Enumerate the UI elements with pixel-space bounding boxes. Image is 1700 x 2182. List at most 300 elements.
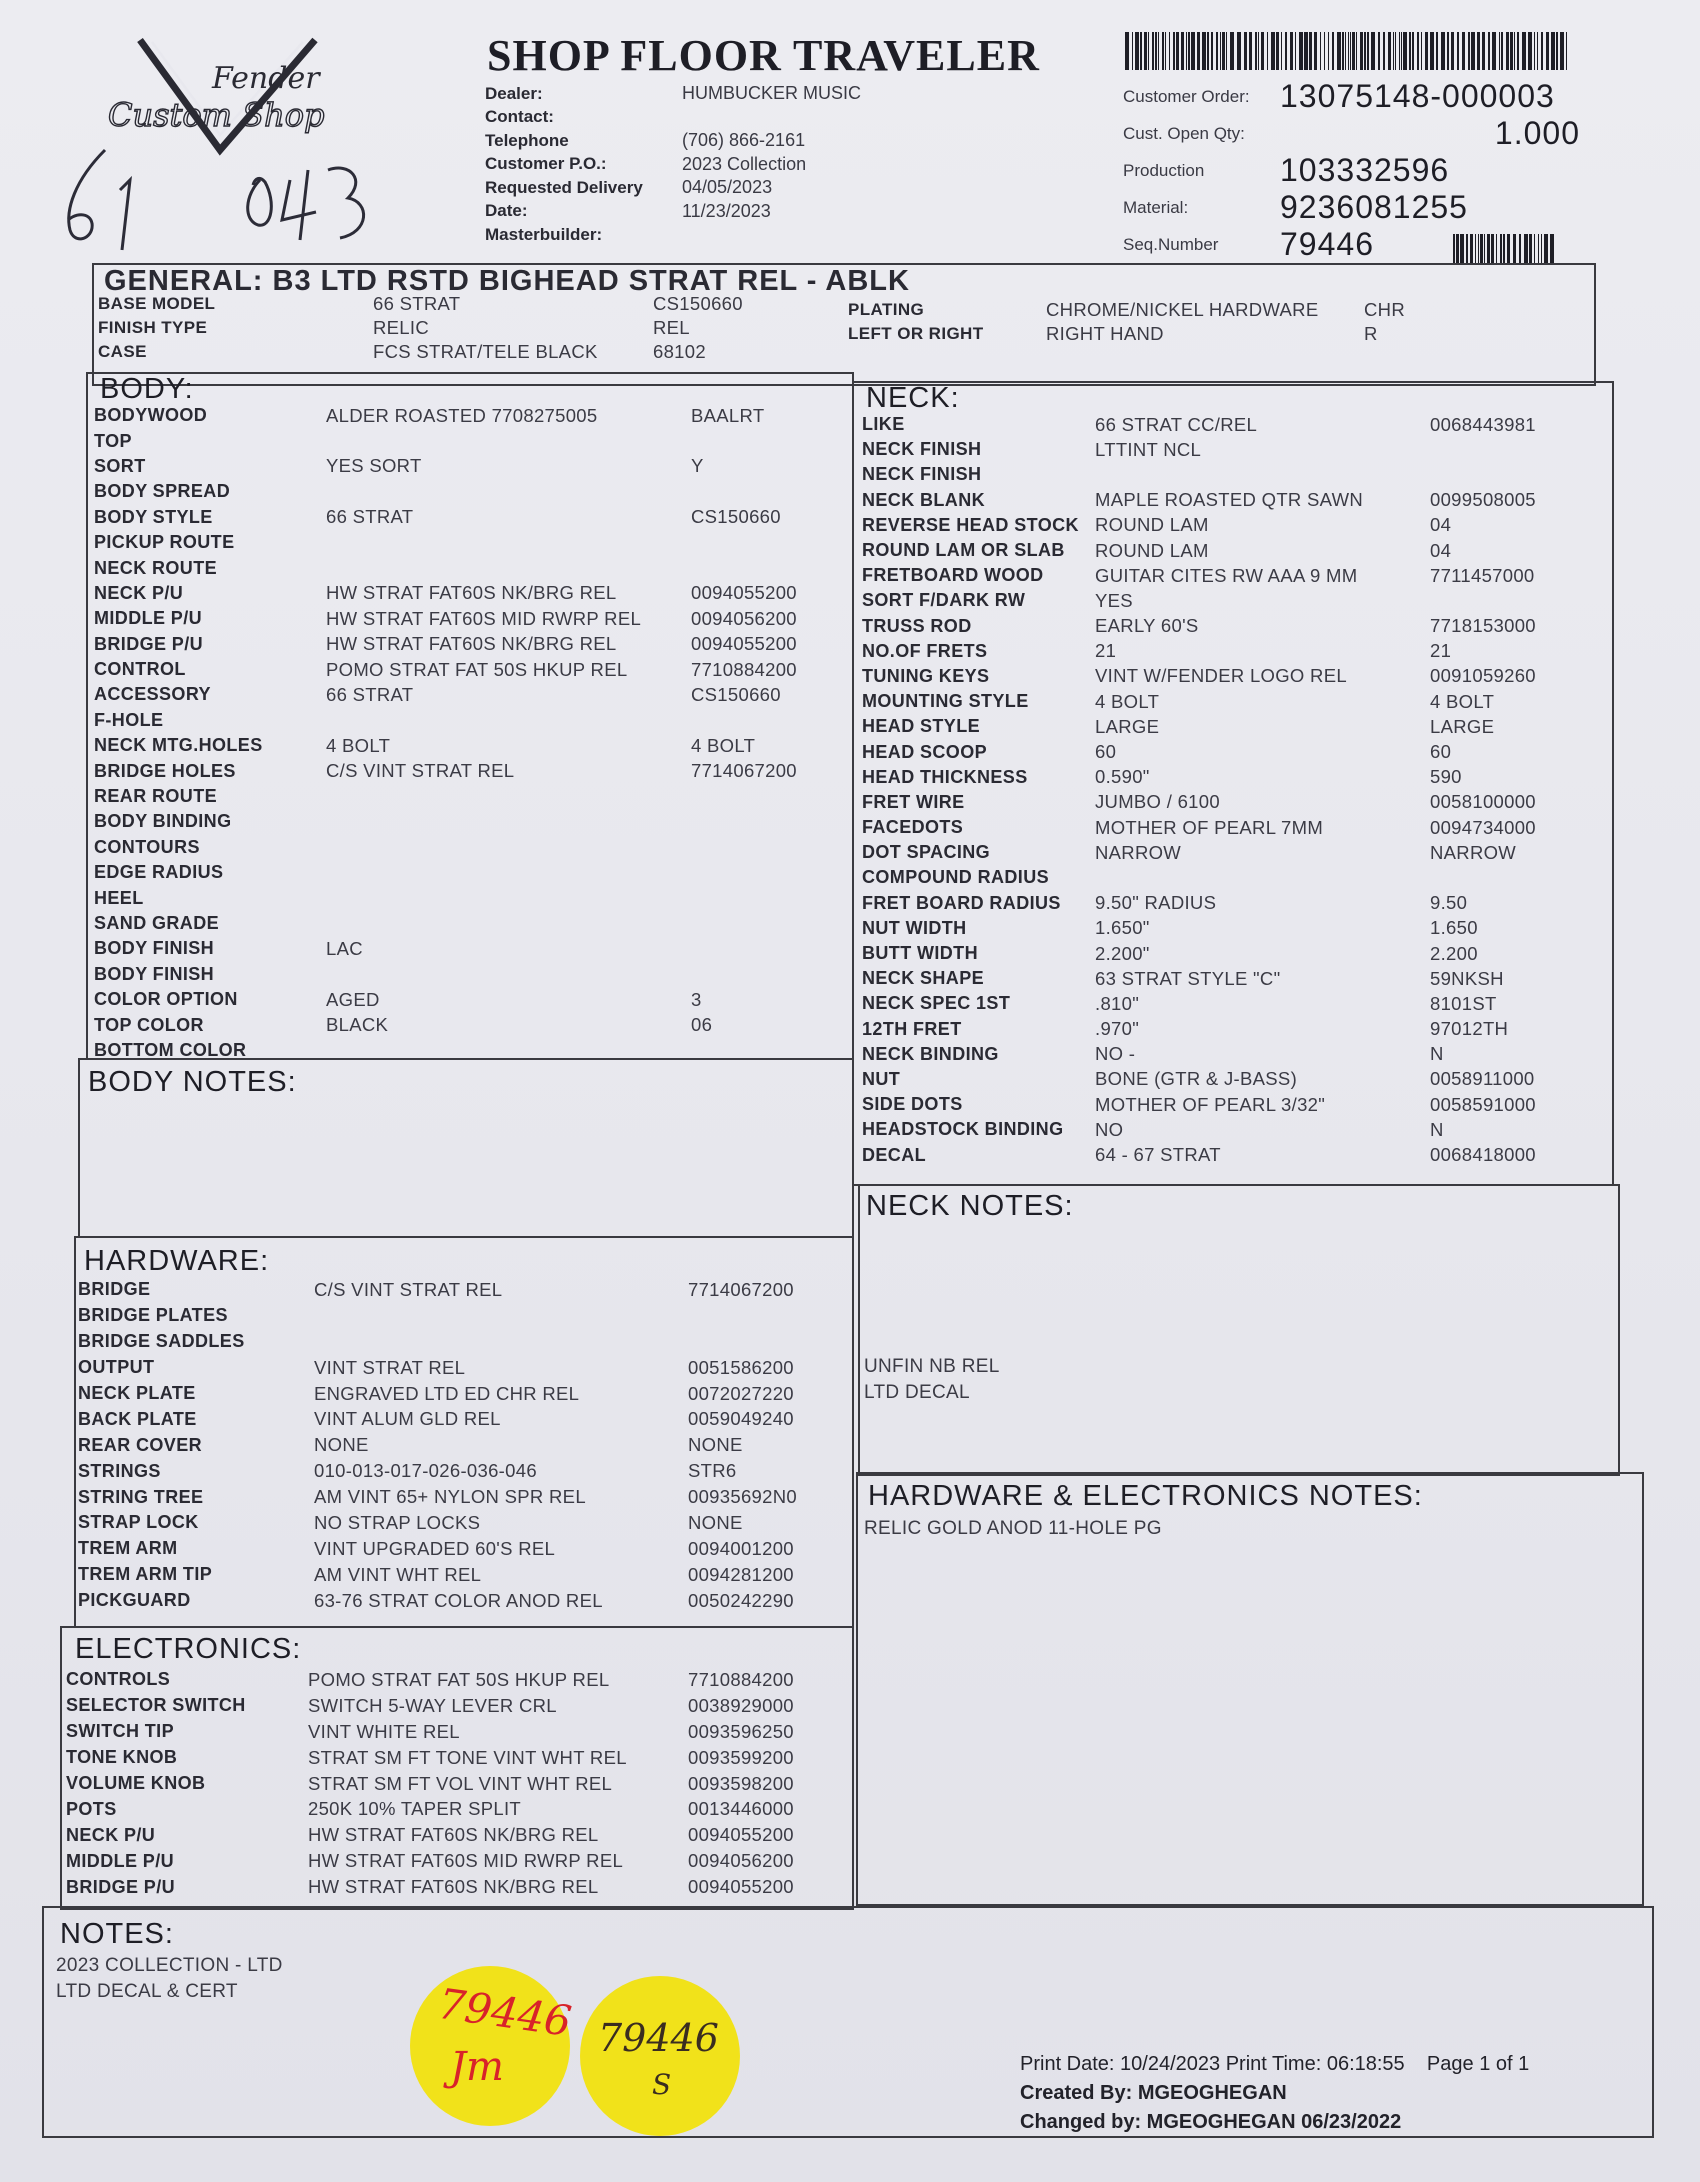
document-title: SHOP FLOOR TRAVELER bbox=[487, 31, 1040, 80]
row-neck-route bbox=[94, 555, 821, 580]
field-code: 0059049240 bbox=[688, 1408, 794, 1430]
field-label: REVERSE HEAD STOCK bbox=[862, 514, 1079, 535]
sticker-2-initials: S bbox=[652, 2068, 672, 2101]
order-field-value: 13075148-000003 bbox=[1280, 78, 1555, 114]
header-field-value: 04/05/2023 bbox=[682, 177, 773, 198]
field-code: 0094056200 bbox=[688, 1850, 794, 1872]
header-field-masterbuilder bbox=[485, 223, 861, 247]
field-value: POMO STRAT FAT 50S HKUP REL bbox=[326, 658, 628, 680]
field-code: 0094055200 bbox=[688, 1824, 794, 1846]
field-label: BODYWOOD bbox=[94, 405, 208, 426]
field-label: SELECTOR SWITCH bbox=[66, 1695, 246, 1716]
sticker-1 bbox=[410, 1966, 575, 2126]
barcode-bar bbox=[1290, 32, 1293, 70]
row-tuning-keys bbox=[862, 664, 1580, 689]
field-label: HEEL bbox=[94, 887, 144, 908]
barcode-bar bbox=[1158, 32, 1159, 70]
field-label: VOLUME KNOB bbox=[66, 1773, 206, 1793]
field-code: 0094281200 bbox=[688, 1563, 794, 1585]
barcode-bar bbox=[1522, 32, 1526, 70]
barcode-bar bbox=[1468, 32, 1470, 70]
row-fret-wire bbox=[862, 790, 1580, 815]
row-sort-f-dark-rw bbox=[862, 588, 1580, 613]
field-code: 0050242290 bbox=[688, 1589, 794, 1611]
field-value: VINT ALUM GLD REL bbox=[314, 1408, 501, 1430]
row-bridge-saddles bbox=[78, 1329, 818, 1355]
field-label: BRIDGE P/U bbox=[94, 633, 204, 654]
field-code: 0094055200 bbox=[688, 1876, 794, 1898]
field-code: BAALRT bbox=[691, 404, 765, 426]
row-tone-knob bbox=[66, 1745, 818, 1771]
barcode-bar bbox=[1462, 32, 1465, 70]
barcode-bar bbox=[1324, 32, 1325, 70]
row-no-of-frets bbox=[862, 639, 1580, 664]
header-field-label: Masterbuilder: bbox=[485, 224, 603, 244]
order-field-seq-number bbox=[1123, 226, 1585, 263]
barcode-bar bbox=[1188, 32, 1190, 70]
row-neck-shape bbox=[862, 966, 1580, 991]
header-field-label: Contact: bbox=[485, 107, 554, 127]
field-label: SIDE DOTS bbox=[862, 1094, 963, 1115]
field-label: NECK P/U bbox=[94, 582, 184, 603]
row-neck-finish bbox=[862, 462, 1580, 487]
row-bridge-plates bbox=[78, 1303, 818, 1329]
field-label: MIDDLE P/U bbox=[66, 1850, 175, 1871]
field-value: MAPLE ROASTED QTR SAWN bbox=[1095, 489, 1364, 511]
row-mounting-style bbox=[862, 689, 1580, 714]
field-label: TREM ARM TIP bbox=[78, 1564, 213, 1585]
field-label: NUT bbox=[862, 1068, 901, 1089]
row-bridge-p-u bbox=[66, 1874, 818, 1900]
field-code: 68102 bbox=[653, 341, 706, 362]
row-neck-binding bbox=[862, 1042, 1580, 1067]
field-code: 9.50 bbox=[1430, 892, 1468, 914]
barcode-bar bbox=[1309, 32, 1312, 70]
barcode-bar bbox=[1566, 32, 1567, 70]
field-label: EDGE RADIUS bbox=[94, 862, 224, 883]
row-body-finish bbox=[94, 962, 821, 987]
general-right-fields bbox=[848, 298, 1424, 346]
field-label: COLOR OPTION bbox=[94, 989, 238, 1010]
field-code: 04 bbox=[1430, 539, 1452, 561]
field-label: BODY FINISH bbox=[94, 938, 215, 959]
row-accessory bbox=[94, 682, 821, 707]
field-value: C/S VINT STRAT REL bbox=[314, 1278, 503, 1300]
field-code: 8101ST bbox=[1430, 992, 1497, 1014]
field-code: 0058911000 bbox=[1430, 1068, 1535, 1090]
field-label: STRINGS bbox=[78, 1460, 161, 1481]
field-label: ACCESSORY bbox=[94, 684, 211, 705]
row-compound-radius bbox=[862, 865, 1580, 890]
field-code: NARROW bbox=[1430, 841, 1517, 863]
field-label: LIKE bbox=[862, 414, 905, 435]
barcode-bar bbox=[1364, 32, 1366, 70]
field-label: POTS bbox=[66, 1798, 117, 1819]
barcode-bar bbox=[1152, 32, 1154, 70]
barcode-top bbox=[1125, 32, 1572, 70]
field-label: BASE MODEL bbox=[98, 294, 216, 313]
field-value: HW STRAT FAT60S MID RWRP REL bbox=[326, 607, 642, 629]
field-code: CS150660 bbox=[691, 683, 781, 705]
field-code: LARGE bbox=[1430, 715, 1495, 737]
field-value: YES SORT bbox=[326, 455, 422, 477]
field-code: 7714067200 bbox=[688, 1278, 794, 1300]
field-label: HEAD SCOOP bbox=[862, 741, 988, 762]
order-field-label: Material: bbox=[1123, 197, 1189, 217]
field-value: 21 bbox=[1095, 640, 1117, 662]
barcode-bar bbox=[1417, 32, 1419, 70]
header-field-telephone bbox=[485, 129, 861, 153]
order-field-value: 1.000 bbox=[1494, 115, 1580, 151]
row-pots bbox=[66, 1796, 818, 1822]
barcode-bar bbox=[1436, 32, 1438, 70]
header-field-label: Dealer: bbox=[485, 83, 543, 103]
field-value: FCS STRAT/TELE BLACK bbox=[373, 341, 598, 362]
barcode-bar bbox=[1471, 32, 1475, 70]
field-value: LAC bbox=[326, 937, 363, 959]
field-code: CS150660 bbox=[691, 506, 781, 528]
hw-notes-title: HARDWARE & ELECTRONICS NOTES: bbox=[868, 1480, 1423, 1512]
row-like bbox=[862, 412, 1580, 437]
field-value: HW STRAT FAT60S MID RWRP REL bbox=[308, 1850, 624, 1872]
hardware-fields bbox=[78, 1277, 818, 1614]
notes-lines bbox=[56, 1953, 283, 2005]
row-bridge-p-u bbox=[94, 632, 821, 657]
field-code: NONE bbox=[688, 1511, 743, 1533]
row-body-finish bbox=[94, 936, 821, 961]
field-value: NARROW bbox=[1095, 841, 1182, 863]
field-label: TREM ARM bbox=[78, 1538, 178, 1559]
body-fields bbox=[94, 403, 821, 1063]
field-value: 63 STRAT STYLE "C" bbox=[1095, 967, 1281, 989]
barcode-bar bbox=[1155, 32, 1157, 70]
row-body-binding bbox=[94, 809, 821, 834]
field-value: HW STRAT FAT60S NK/BRG REL bbox=[326, 582, 617, 604]
barcode-bar bbox=[1528, 32, 1532, 70]
barcode-bar bbox=[1457, 32, 1459, 70]
row-head-scoop bbox=[862, 739, 1580, 764]
barcode-bar bbox=[1345, 32, 1346, 70]
field-label: CONTOURS bbox=[94, 836, 200, 857]
row-strap-lock bbox=[78, 1510, 818, 1536]
order-field-label: Cust. Open Qty: bbox=[1123, 123, 1245, 143]
field-label: SORT F/DARK RW bbox=[862, 590, 1026, 611]
header-field-value: HUMBUCKER MUSIC bbox=[682, 83, 862, 104]
field-label: FRETBOARD WOOD bbox=[862, 565, 1044, 586]
field-code: 2.200 bbox=[1430, 942, 1478, 964]
field-value: EARLY 60'S bbox=[1095, 615, 1199, 637]
field-code: 06 bbox=[691, 1014, 713, 1036]
row-truss-rod bbox=[862, 614, 1580, 639]
barcode-bar bbox=[1451, 32, 1454, 70]
barcode-bar bbox=[1230, 32, 1234, 70]
row-selector-switch bbox=[66, 1693, 818, 1719]
field-value: BONE (GTR & J-BASS) bbox=[1095, 1068, 1298, 1090]
field-code: 0058591000 bbox=[1430, 1093, 1536, 1115]
field-code: 0093596250 bbox=[688, 1720, 794, 1742]
neck-notes-box bbox=[858, 1184, 1620, 1476]
order-field-label: Seq.Number bbox=[1123, 234, 1219, 254]
field-code: 590 bbox=[1430, 766, 1462, 788]
barcode-bar bbox=[1488, 32, 1490, 70]
barcode-bar bbox=[1378, 32, 1380, 70]
order-field-label: Production bbox=[1123, 160, 1205, 180]
electronics-fields bbox=[66, 1667, 818, 1900]
print-date-line: Print Date: 10/24/2023 Print Time: 06:18:55 bbox=[1020, 2053, 1405, 2075]
row-case bbox=[98, 340, 753, 364]
note-line: LTD DECAL bbox=[864, 1382, 970, 1403]
sticker-2 bbox=[580, 1976, 740, 2136]
field-label: CONTROL bbox=[94, 659, 186, 680]
field-value: RIGHT HAND bbox=[1046, 323, 1164, 344]
barcode-bar bbox=[1412, 32, 1414, 70]
barcode-bar bbox=[1148, 32, 1149, 70]
barcode-bar bbox=[1409, 32, 1411, 70]
field-value: 2.200" bbox=[1095, 942, 1150, 964]
barcode-bar bbox=[1220, 32, 1221, 70]
field-label: NECK BLANK bbox=[862, 489, 985, 510]
row-bodywood bbox=[94, 403, 821, 428]
field-code: 4 BOLT bbox=[691, 734, 756, 756]
field-value: VINT W/FENDER LOGO REL bbox=[1095, 665, 1347, 687]
field-value: GUITAR CITES RW AAA 9 MM bbox=[1095, 564, 1358, 586]
logo-custom-shop-text: Custom Shop bbox=[108, 96, 325, 134]
handwritten-mark bbox=[60, 140, 440, 270]
barcode-bar bbox=[1173, 32, 1175, 70]
field-value: 66 STRAT bbox=[326, 506, 414, 528]
field-label: NECK FINISH bbox=[862, 464, 982, 485]
field-label: STRAP LOCK bbox=[78, 1512, 199, 1533]
field-value: 60 bbox=[1095, 741, 1117, 763]
barcode-bar bbox=[1388, 32, 1391, 70]
order-info bbox=[1123, 78, 1585, 263]
field-label: STRING TREE bbox=[78, 1486, 204, 1507]
barcode-bar bbox=[1537, 32, 1538, 70]
sticker-1-initials: Jm bbox=[450, 2044, 504, 2090]
field-code: 0051586200 bbox=[688, 1356, 794, 1378]
header-field-value: 2023 Collection bbox=[682, 153, 807, 174]
barcode-bar bbox=[1514, 32, 1515, 70]
field-code: CS150660 bbox=[653, 293, 743, 314]
barcode-bar bbox=[1421, 32, 1422, 70]
field-label: TUNING KEYS bbox=[862, 665, 990, 686]
row-nut-width bbox=[862, 916, 1580, 941]
field-value: AM VINT WHT REL bbox=[314, 1563, 482, 1585]
note-line: RELIC GOLD ANOD 11-HOLE PG bbox=[864, 1518, 1162, 1539]
field-code: 7718153000 bbox=[1430, 615, 1536, 637]
barcode-bar bbox=[1285, 32, 1287, 70]
body-notes-title: BODY NOTES: bbox=[88, 1066, 297, 1098]
field-label: NECK FINISH bbox=[862, 439, 982, 460]
field-value: YES bbox=[1095, 589, 1133, 611]
row-headstock-binding bbox=[862, 1117, 1580, 1142]
barcode-bar bbox=[1207, 32, 1209, 70]
order-field-material bbox=[1123, 189, 1585, 226]
barcode-bar bbox=[1216, 32, 1218, 70]
row-edge-radius bbox=[94, 860, 821, 885]
barcode-bar bbox=[1295, 32, 1296, 70]
field-label: BRIDGE SADDLES bbox=[78, 1331, 245, 1352]
row-switch-tip bbox=[66, 1719, 818, 1745]
field-value: 66 STRAT CC/REL bbox=[1095, 413, 1258, 435]
field-label: CONTROLS bbox=[66, 1669, 171, 1690]
barcode-bar bbox=[1140, 32, 1142, 70]
field-value: 9.50" RADIUS bbox=[1095, 892, 1217, 914]
row-sort bbox=[94, 454, 821, 479]
header-field-dealer bbox=[485, 82, 861, 106]
field-code: 7711457000 bbox=[1430, 564, 1535, 586]
field-code: 0058100000 bbox=[1430, 791, 1536, 813]
field-label: MIDDLE P/U bbox=[94, 608, 203, 629]
field-code: N bbox=[1430, 1118, 1444, 1140]
field-label: REAR COVER bbox=[78, 1434, 203, 1455]
barcode-bar bbox=[1477, 32, 1480, 70]
field-value: HW STRAT FAT60S NK/BRG REL bbox=[326, 633, 617, 655]
barcode-bar bbox=[1191, 32, 1195, 70]
row-12th-fret bbox=[862, 1017, 1580, 1042]
field-label: HEADSTOCK BINDING bbox=[862, 1119, 1064, 1140]
field-value: STRAT SM FT TONE VINT WHT REL bbox=[308, 1746, 627, 1768]
row-pickguard bbox=[78, 1588, 818, 1614]
order-field-customer-order bbox=[1123, 78, 1585, 115]
row-neck-spec-1st bbox=[862, 991, 1580, 1016]
barcode-bar bbox=[1125, 32, 1129, 70]
field-value: 250K 10% TAPER SPLIT bbox=[308, 1798, 522, 1820]
row-rear-route bbox=[94, 784, 821, 809]
field-value: POMO STRAT FAT 50S HKUP REL bbox=[308, 1668, 610, 1690]
barcode-bar bbox=[1211, 32, 1213, 70]
field-value: CHROME/NICKEL HARDWARE bbox=[1046, 299, 1319, 320]
field-label: NECK PLATE bbox=[78, 1383, 196, 1403]
field-label: TOP COLOR bbox=[94, 1014, 204, 1035]
barcode-bar bbox=[1314, 32, 1317, 70]
field-label: BACK PLATE bbox=[78, 1408, 197, 1429]
barcode-bar bbox=[1271, 32, 1275, 70]
row-trem-arm bbox=[78, 1536, 818, 1562]
field-label: HEAD THICKNESS bbox=[862, 766, 1028, 787]
barcode-bar bbox=[1237, 32, 1241, 70]
field-value: LTTINT NCL bbox=[1095, 438, 1202, 460]
barcode-bar bbox=[1281, 32, 1282, 70]
barcode-bar bbox=[1267, 32, 1268, 70]
header-field-contact bbox=[485, 106, 861, 130]
barcode-bar bbox=[1352, 32, 1355, 70]
field-label: BODY SPREAD bbox=[94, 481, 231, 502]
barcode-bar bbox=[1403, 32, 1407, 70]
row-sand-grade bbox=[94, 911, 821, 936]
field-label: NO.OF FRETS bbox=[862, 640, 988, 661]
field-code: 60 bbox=[1430, 741, 1452, 763]
body-title: BODY: bbox=[100, 373, 194, 405]
field-label: NECK MTG.HOLES bbox=[94, 735, 263, 756]
barcode-bar bbox=[1441, 32, 1445, 70]
barcode-bar bbox=[1541, 32, 1543, 70]
field-label: HEAD STYLE bbox=[862, 716, 981, 737]
row-string-tree bbox=[78, 1484, 818, 1510]
field-label: REAR ROUTE bbox=[94, 786, 218, 807]
neck-title: NECK: bbox=[866, 382, 960, 414]
field-label: TRUSS ROD bbox=[862, 615, 972, 636]
handwritten-text: 61 0413 bbox=[60, 140, 64, 141]
field-code: 4 BOLT bbox=[1430, 690, 1495, 712]
barcode-bar bbox=[1162, 32, 1164, 70]
barcode-bar bbox=[1430, 32, 1434, 70]
field-value: .970" bbox=[1095, 1018, 1140, 1040]
field-label: BRIDGE bbox=[78, 1279, 151, 1300]
barcode-bar bbox=[1401, 32, 1402, 70]
header-field-label: Date: bbox=[485, 201, 528, 221]
header-fields bbox=[485, 82, 861, 247]
field-value: 63-76 STRAT COLOR ANOD REL bbox=[314, 1589, 603, 1611]
row-pickup-route bbox=[94, 530, 821, 555]
field-value: VINT UPGRADED 60'S REL bbox=[314, 1537, 556, 1559]
field-value: ALDER ROASTED 7708275005 bbox=[326, 404, 598, 426]
row-back-plate bbox=[78, 1406, 818, 1432]
field-value: NONE bbox=[314, 1434, 369, 1456]
sticker-2-number: 79446 bbox=[598, 2016, 719, 2060]
barcode-bar bbox=[1393, 32, 1394, 70]
field-label: MOUNTING STYLE bbox=[862, 691, 1029, 712]
row-dot-spacing bbox=[862, 840, 1580, 865]
barcode-bar bbox=[1546, 32, 1549, 70]
field-label: NECK ROUTE bbox=[94, 557, 218, 578]
row-color-option bbox=[94, 987, 821, 1012]
neck-notes-title: NECK NOTES: bbox=[866, 1190, 1074, 1222]
field-code: R bbox=[1364, 323, 1378, 344]
barcode-bar bbox=[1255, 32, 1257, 70]
field-code: 0068418000 bbox=[1430, 1144, 1536, 1166]
field-code: 0099508005 bbox=[1430, 489, 1536, 511]
field-label: FINISH TYPE bbox=[98, 318, 208, 337]
field-label: PICKUP ROUTE bbox=[94, 532, 235, 553]
field-code: 04 bbox=[1430, 514, 1452, 536]
barcode-bar bbox=[1181, 32, 1184, 70]
field-value: JUMBO / 6100 bbox=[1095, 791, 1220, 813]
field-code: NONE bbox=[688, 1434, 743, 1456]
row-fret-board-radius bbox=[862, 891, 1580, 916]
field-label: BOTTOM COLOR bbox=[94, 1039, 247, 1060]
barcode-bar bbox=[1144, 32, 1147, 70]
field-value: HW STRAT FAT60S NK/BRG REL bbox=[308, 1876, 599, 1898]
field-label: BODY STYLE bbox=[94, 506, 213, 527]
barcode-bar bbox=[1226, 32, 1227, 70]
row-controls bbox=[66, 1667, 818, 1693]
barcode-bar bbox=[1360, 32, 1363, 70]
row-body-spread bbox=[94, 479, 821, 504]
row-output bbox=[78, 1355, 818, 1381]
field-code: 21 bbox=[1430, 640, 1452, 662]
field-value: 66 STRAT bbox=[373, 293, 461, 314]
row-top bbox=[94, 428, 821, 453]
barcode-bar bbox=[1244, 32, 1247, 70]
field-code: STR6 bbox=[688, 1460, 737, 1482]
row-middle-p-u bbox=[94, 606, 821, 631]
field-label: NUT WIDTH bbox=[862, 917, 967, 938]
note-line: UNFIN NB REL bbox=[864, 1356, 1000, 1377]
row-neck-plate bbox=[78, 1381, 818, 1407]
barcode-bar bbox=[1186, 32, 1187, 70]
header-field-value: 11/23/2023 bbox=[682, 200, 771, 221]
barcode-bar bbox=[1176, 32, 1179, 70]
order-field-value: 9236081255 bbox=[1280, 189, 1468, 225]
field-code: REL bbox=[653, 317, 690, 338]
note-line: 2023 COLLECTION - LTD bbox=[56, 1955, 283, 1976]
logo-fender-text: Fender bbox=[212, 61, 320, 96]
row-strings bbox=[78, 1458, 818, 1484]
header-field-value: (706) 866-2161 bbox=[682, 130, 806, 151]
row-neck-blank bbox=[862, 488, 1580, 513]
row-finish-type bbox=[98, 316, 753, 340]
